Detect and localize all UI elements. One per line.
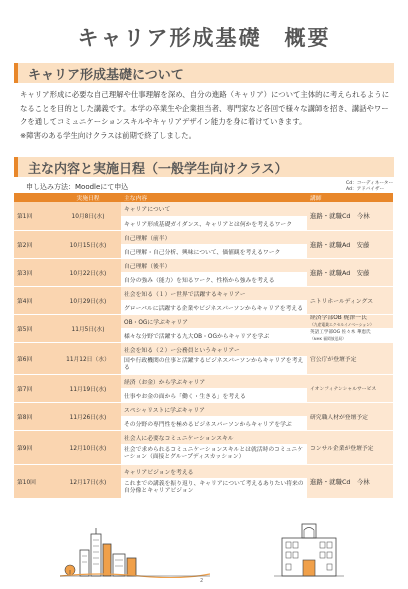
- legend-ad: Ad：アドバイザー: [346, 187, 385, 192]
- session-no: 第2回: [14, 230, 55, 258]
- table-row: [14, 230, 393, 244]
- session-date: 10月29日(水): [55, 286, 121, 314]
- header-content: 主な内容: [121, 193, 307, 202]
- session-detail: キャリア形成基礎ガイダンス、キャリアとは何かを考えるワーク: [121, 216, 307, 230]
- application-method: 申し込み方法：Moodleにて申込: [26, 183, 129, 191]
- page-number: 2: [200, 578, 204, 584]
- about-body: キャリア形成に必要な自己理解や仕事理解を深め、自分の進路（キャリア）について主体的に考えられるようになることを目的とした講義です。本学の卒業生や企業担当者、専門家など各回で様々な講師を招き、講話やワークを通してコミュニケーションスキルやキャリアデザイン能力を身に着けていきます。: [20, 90, 390, 126]
- table-row: [14, 430, 393, 444]
- session-detail: 社会で求められるコミュニケーションスキルとは就活時のコミュニケーション（面接とグループディスカッション）: [121, 444, 307, 464]
- session-date: 11月12日（水）: [55, 342, 121, 374]
- session-title: 社会を知る（２）ー公務員というキャリアー: [121, 342, 307, 356]
- table-row: [14, 258, 393, 272]
- session-date: 11月26日(水): [55, 402, 121, 430]
- session-no: 第8回: [14, 402, 55, 430]
- session-lecturer: コンサル企業が登壇予定: [307, 430, 393, 464]
- session-lecturer: イオンフィナンシャルサービス: [307, 374, 393, 402]
- session-title: スペシャリストに学ぶキャリア: [121, 402, 307, 416]
- session-title: キャリアについて: [121, 202, 307, 216]
- table-row: [14, 314, 393, 328]
- table-row: [14, 342, 393, 356]
- session-detail: 国や行政機関の仕事と活躍するビジネスパーソンからキャリアを考える: [121, 356, 307, 374]
- session-lecturer-2: [307, 328, 393, 342]
- page-title: キャリア形成基礎 概要: [77, 26, 331, 50]
- session-title: 経済（お金）から学ぶキャリア: [121, 374, 307, 388]
- session-no: 第9回: [14, 430, 55, 464]
- session-detail: 自分の強み（能力）を知るワーク、性格から強みを考える: [121, 272, 307, 286]
- table-row: [14, 374, 393, 388]
- session-title: キャリアビジョンを考える: [121, 464, 307, 478]
- table-row: [14, 202, 393, 216]
- session-lecturer: 研究職人材が登壇予定: [307, 402, 393, 430]
- section-heading-about: [14, 63, 394, 83]
- role-legend: [346, 181, 393, 193]
- session-date: 12月10日(水): [55, 430, 121, 464]
- session-date: 11月19日(水): [55, 374, 121, 402]
- session-lecturer: 進路・就職Cd 今林: [307, 464, 393, 498]
- session-lecturer: 進路・就職Ad 安藤: [307, 230, 393, 258]
- session-no: 第7回: [14, 374, 55, 402]
- lecturer-affiliation-2: （NHK 福岡放送局）: [310, 336, 346, 341]
- header-no: [14, 193, 55, 202]
- session-lecturer: [307, 314, 393, 328]
- session-detail: 自己理解・自己分析、興味について、価値観を考えるワーク: [121, 244, 307, 258]
- legend-cd: Cd：コーディネーター: [346, 181, 394, 186]
- session-lecturer: ニトリホールディングス: [307, 286, 393, 314]
- session-no: 第3回: [14, 258, 55, 286]
- session-title: 社会を知る（１）ー世界で活躍するキャリアー: [121, 286, 307, 300]
- session-detail: その分野の専門性を極めるビジネスパーソンからキャリアを学ぶ: [121, 416, 307, 430]
- session-date: 10月8日(水): [55, 202, 121, 230]
- session-no: 第5回: [14, 314, 55, 342]
- session-date: 10月22日(水): [55, 258, 121, 286]
- session-no: 第10回: [14, 464, 55, 498]
- about-note: ※障害のある学生向けクラスは前期で終了しました。: [20, 130, 196, 140]
- header-lecturer: 講師: [307, 193, 393, 202]
- session-no: 第1回: [14, 202, 55, 230]
- table-row: [14, 464, 393, 478]
- session-date: 11月5日(水): [55, 314, 121, 342]
- schedule-table: [14, 193, 393, 499]
- section-heading-schedule-text: 主な内容と実施日程（一般学生向けクラス）: [28, 162, 288, 177]
- campus-building-illustration: [274, 520, 344, 580]
- session-no: 第6回: [14, 342, 55, 374]
- table-row: [14, 286, 393, 300]
- lecturer-affiliation: （九産電業エクセルイノベーション）: [310, 322, 374, 327]
- city-buildings-illustration: [60, 528, 210, 578]
- session-lecturer: 進路・就職Ad 安藤: [307, 258, 393, 286]
- table-header-row: [14, 193, 393, 202]
- session-lecturer: 官公庁が登壇予定: [307, 342, 393, 374]
- session-no: 第4回: [14, 286, 55, 314]
- session-date: 12月17日(水): [55, 464, 121, 498]
- about-paragraph: [20, 88, 392, 142]
- session-title: 社会人に必要なコミュニケーションスキル: [121, 430, 307, 444]
- session-title: 自己理解（前半）: [121, 230, 307, 244]
- section-heading-schedule: [14, 157, 394, 177]
- section-heading-about-text: キャリア形成基礎について: [28, 68, 184, 83]
- session-date: 10月15日(水): [55, 230, 121, 258]
- session-title: OB・OGに学ぶキャリア: [121, 314, 307, 328]
- session-detail: 様々な分野で活躍する九大OB・OGからキャリアを学ぶ: [121, 328, 307, 342]
- session-detail: グローバルに活躍する企業やビジネスパーソンからキャリアを考える: [121, 300, 307, 314]
- session-lecturer: 進路・就職Cd 今林: [307, 202, 393, 230]
- session-detail: これまでの講義を振り返り、キャリアについて考えるありたい将来の自分像とキャリアビジョン: [121, 478, 307, 498]
- session-title: 自己理解（後半）: [121, 258, 307, 272]
- lecturer-name: 経済学部OB 梶澤一氏: [310, 315, 367, 321]
- header-date: 実施日程: [55, 193, 121, 202]
- session-detail: 仕事やお金の面から「働く・生きる」を考える: [121, 388, 307, 402]
- table-row: [14, 402, 393, 416]
- lecturer-name-2: 英語工学部OG 佐々木 華恵氏: [310, 330, 371, 335]
